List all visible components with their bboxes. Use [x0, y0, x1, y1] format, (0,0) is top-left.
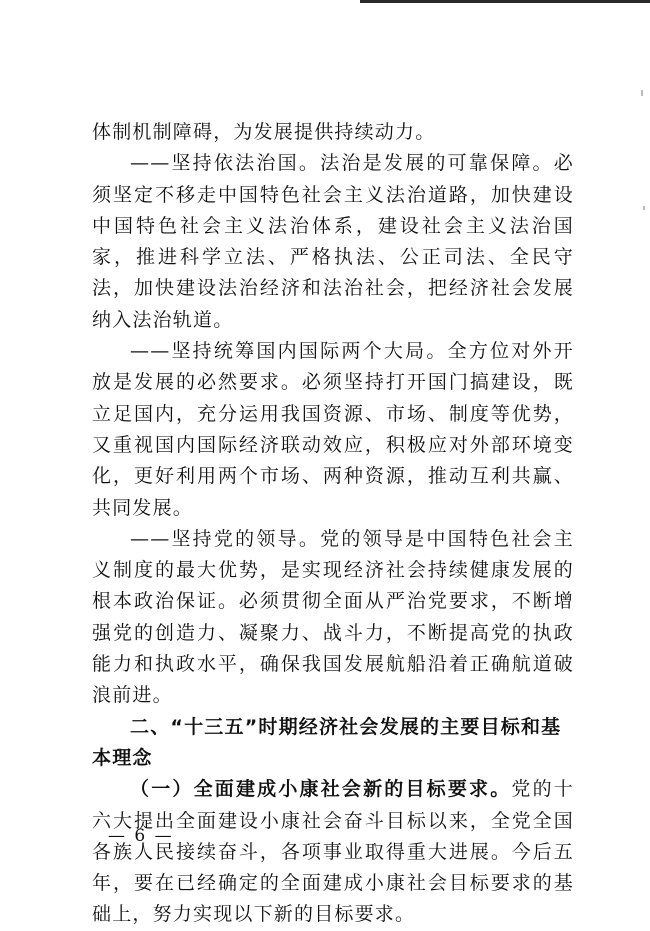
scan-edge-mark	[641, 90, 643, 96]
paragraph-rule-of-law: ——坚持依法治国。法治是发展的可靠保障。必须坚定不移走中国特色社会主义法治道路，加快建设中国特色社会主义法治体系，建设社会主义法治国家，推进科学立法、严格执法、公正司法、全民守法，加快建设法治经济和法治社会，把经济社会发展纳入法治轨道。	[92, 152, 574, 331]
scan-top-rule	[360, 0, 650, 3]
paragraph-party-leadership: ——坚持党的领导。党的领导是中国特色社会主义制度的最大优势，是实现经济社会持续健康发展的根本政治保证。必须贯彻全面从严治党要求，不断增强党的创造力、凝聚力、战斗力，不断提高党的执政能力和执政水平，确保我国发展航船沿着正确航道破浪前进。	[92, 527, 574, 707]
paragraph-continuation: 体制机制障碍，为发展提供持续动力。	[92, 121, 436, 143]
section-heading: 二、“十三五”时期经济社会发展的主要目标和基本理念	[92, 715, 562, 769]
paragraph-domestic-international: ——坚持统筹国内国际两个大局。全方位对外开放是发展的必然要求。必须坚持打开国门搞建设，既立足国内，充分运用我国资源、市场、制度等优势，又重视国内国际经济联动效应，积极应对外部环境变化，更好利用两个市场、两种资源，推动互利共赢、共同发展。	[92, 340, 574, 519]
document-page	[92, 117, 574, 931]
page-number: — 6 —	[108, 826, 174, 846]
scan-edge-mark	[643, 206, 645, 210]
section-lead: （一）全面建成小康社会新的目标要求。	[130, 778, 512, 801]
section-body: 党的十六大提出全面建设小康社会奋斗目标以来，全党全国各族人民接续奋斗，各项事业取得重大进展。今后五年，要在已经确定的全面建成小康社会目标要求的基础上，努力实现以下新的目标要求。	[92, 778, 574, 926]
paragraph-section-one	[92, 774, 574, 930]
